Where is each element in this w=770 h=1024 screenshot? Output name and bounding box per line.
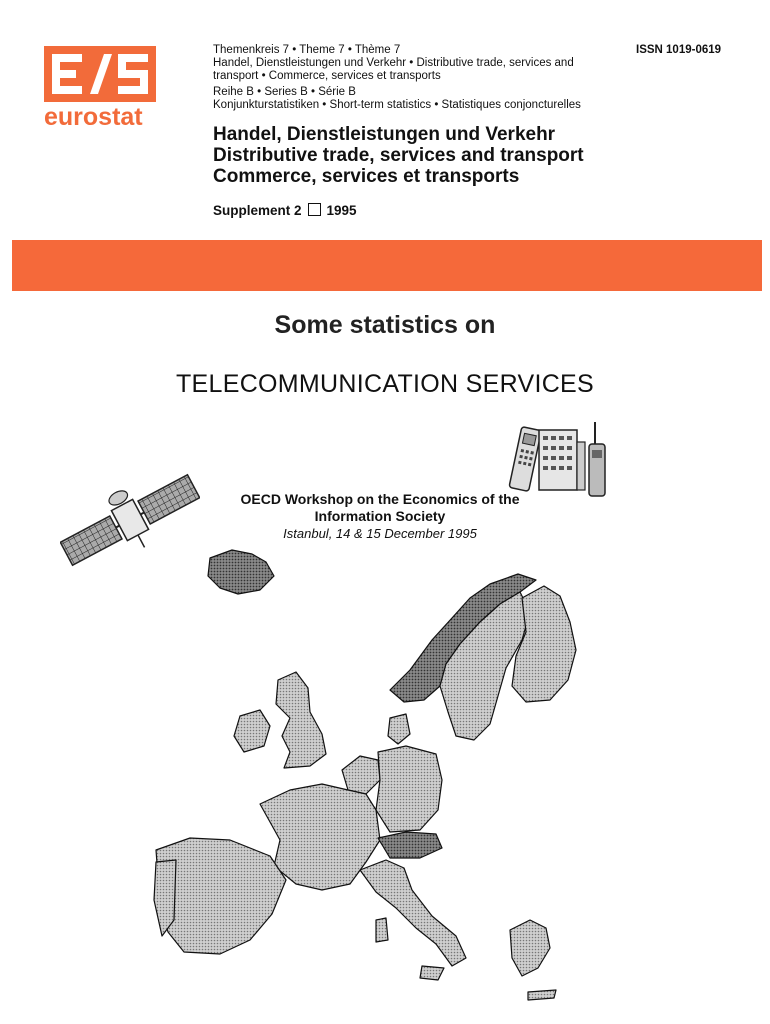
europe-map xyxy=(60,540,660,1010)
map-sardinia xyxy=(376,918,388,942)
map-iberia xyxy=(156,838,286,954)
publication-titles xyxy=(213,124,584,187)
map-sicily xyxy=(420,966,444,980)
eurostat-logo-mark xyxy=(44,46,156,102)
supplement-label: Supplement 2 xyxy=(213,203,302,218)
main-title-line-1: Some statistics on xyxy=(274,311,496,339)
issn-number: ISSN 1019-0619 xyxy=(636,44,722,56)
workshop-date: Istanbul, 14 & 15 December 1995 xyxy=(283,526,477,541)
map-greece xyxy=(510,920,550,976)
map-benelux xyxy=(342,756,380,794)
series-line: Reihe B • Series B • Série B xyxy=(213,85,356,98)
workshop-title-line-2: Information Society xyxy=(314,508,446,524)
theme-line-1: Themenkreis 7 • Theme 7 • Thème 7 xyxy=(213,44,401,56)
supplement-year: 1995 xyxy=(326,203,357,218)
checkbox-square-icon xyxy=(308,203,321,216)
workshop-title xyxy=(210,491,550,525)
workshop-title-line-1: OECD Workshop on the Economics of the xyxy=(240,491,520,507)
map-austria xyxy=(378,832,442,858)
theme-line-2: Handel, Dienstleistungen und Verkehr • Distributive trade, services and xyxy=(213,57,574,70)
theme-header xyxy=(213,44,643,112)
map-uk xyxy=(276,672,326,768)
eurostat-logo-word: eurostat xyxy=(44,103,143,131)
orange-band xyxy=(12,240,762,291)
title-en: Distributive trade, services and transport xyxy=(213,145,584,166)
title-de: Handel, Dienstleistungen und Verkehr xyxy=(213,124,556,145)
main-title-line-2: TELECOMMUNICATION SERVICES xyxy=(175,370,595,398)
map-ireland xyxy=(234,710,270,752)
map-crete xyxy=(528,990,556,1000)
theme-line-3: transport • Commerce, services et transports xyxy=(213,70,441,83)
stats-line: Konjunkturstatistiken • Short-term statistics • Statistiques conjoncturelles xyxy=(213,98,581,111)
map-italy xyxy=(360,860,466,966)
map-germany xyxy=(376,746,442,832)
map-iceland xyxy=(208,550,274,594)
map-denmark xyxy=(388,714,410,744)
supplement-line xyxy=(213,203,357,218)
telephones-icon xyxy=(505,420,615,500)
eurostat-logo xyxy=(44,46,162,132)
title-fr: Commerce, services et transports xyxy=(213,166,520,187)
